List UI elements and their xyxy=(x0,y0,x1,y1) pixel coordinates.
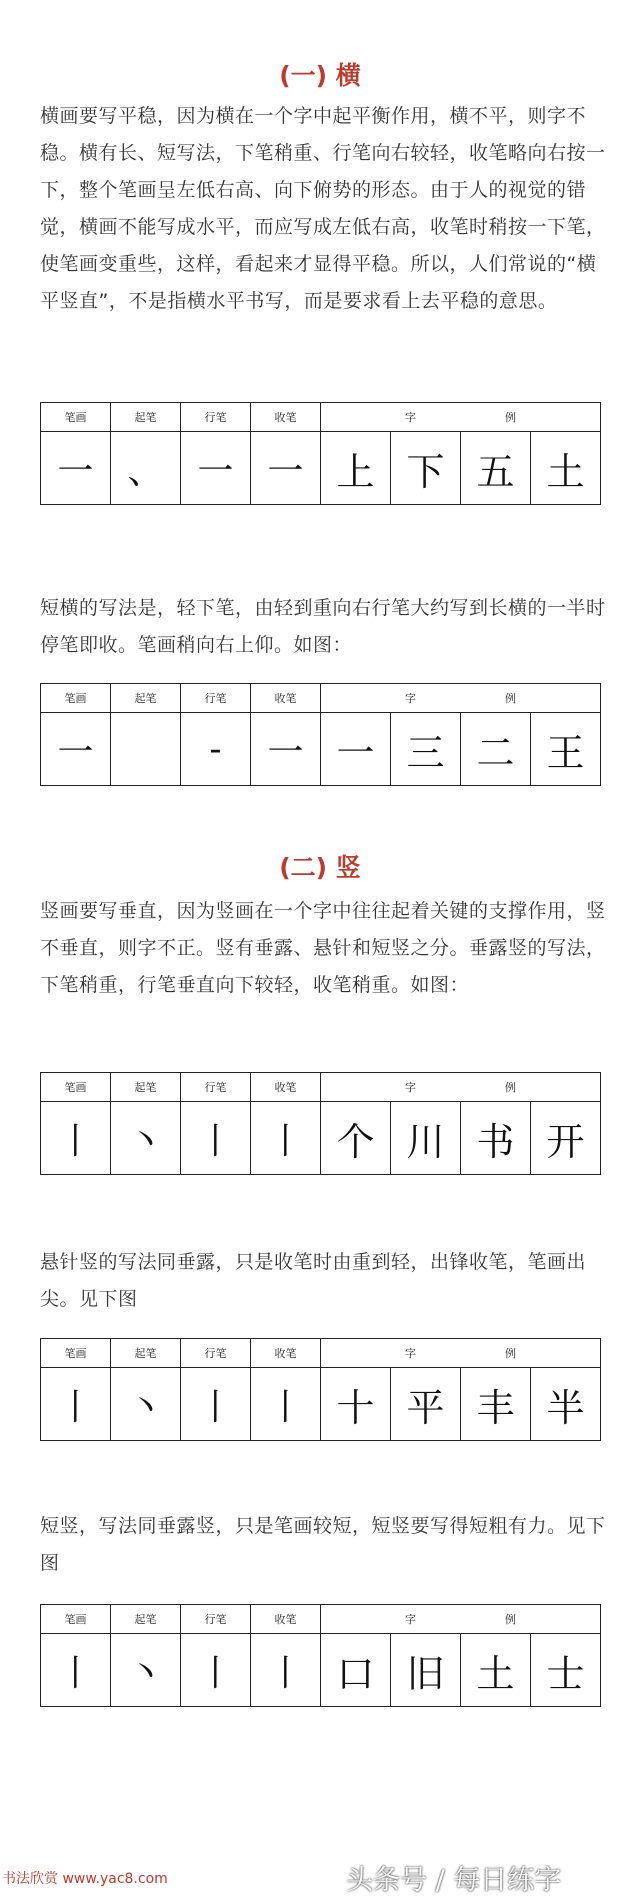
cell-finish: 丨 xyxy=(251,1102,321,1175)
cell-example: 口 xyxy=(321,1634,391,1707)
header-move: 行笔 xyxy=(181,1605,251,1634)
header-finish: 收笔 xyxy=(251,1339,321,1368)
header-example-char-1: 字 xyxy=(405,1613,416,1626)
cell-move: 丨 xyxy=(181,1102,251,1175)
table-header-row xyxy=(41,1605,601,1634)
paragraph-shu-intro: 竖画要写垂直，因为竖画在一个字中往往起着关键的支撑作用，竖不垂直，则字不正。竖有垂露、悬针和短竖之分。垂露竖的写法，下笔稍重，行笔垂直向下较轻，收笔稍重。如图： xyxy=(40,900,606,996)
table-row xyxy=(41,432,601,505)
header-stroke: 笔画 xyxy=(41,403,111,432)
cell-example: 土 xyxy=(531,432,601,505)
paragraph-heng-intro: 横画要写平稳，因为横在一个字中起平衡作用，横不平，则字不稳。横有长、短写法，下笔稍重、行笔向右较轻，收笔略向右按一下，整个笔画呈左低右高、向下俯势的形态。由于人的视觉的错觉，横画不能写成水平，而应写成左低右高，收笔时稍按一下笔，使笔画变重些，这样，看起来才显得平稳。所以，人们常说的“横平竖直”，不是指横水平书写，而是要求看上去平稳的意思。 xyxy=(40,105,606,312)
cell-move: - xyxy=(181,713,251,786)
header-example-char-1: 字 xyxy=(405,692,416,705)
cell-move: 一 xyxy=(181,432,251,505)
table-row xyxy=(41,713,601,786)
cell-stroke: 丨 xyxy=(41,1102,111,1175)
header-move: 行笔 xyxy=(181,684,251,713)
stroke-table-heng xyxy=(40,402,601,505)
stroke-table-short-heng xyxy=(40,683,601,786)
section-title-shu: (二) 竖 xyxy=(279,853,361,882)
header-stroke: 笔画 xyxy=(41,684,111,713)
header-move: 行笔 xyxy=(181,1073,251,1102)
cell-example: 开 xyxy=(531,1102,601,1175)
header-stroke: 笔画 xyxy=(41,1339,111,1368)
cell-example: 十 xyxy=(321,1368,391,1441)
cell-stroke: 一 xyxy=(41,713,111,786)
cell-example: 川 xyxy=(391,1102,461,1175)
header-example-char-2: 例 xyxy=(505,1347,516,1360)
cell-start: 、 xyxy=(111,432,181,505)
header-example-char-2: 例 xyxy=(505,1613,516,1626)
stroke-table-xuanzhen xyxy=(40,1338,601,1441)
cell-finish: 丨 xyxy=(251,1368,321,1441)
watermark-site: 书法欣赏 www.yac8.com xyxy=(2,1871,168,1887)
cell-example: 平 xyxy=(391,1368,461,1441)
header-example-char-2: 例 xyxy=(505,411,516,424)
header-stroke: 笔画 xyxy=(41,1073,111,1102)
cell-example: 旧 xyxy=(391,1634,461,1707)
header-finish: 收笔 xyxy=(251,684,321,713)
cell-example: 丰 xyxy=(461,1368,531,1441)
watermark-account: 头条号 / 每日练字 xyxy=(346,1865,562,1896)
stroke-table-chuilu xyxy=(40,1072,601,1175)
header-examples xyxy=(321,403,601,432)
section-title-heng: (一) 横 xyxy=(279,61,361,90)
cell-example: 王 xyxy=(531,713,601,786)
cell-example: 二 xyxy=(461,713,531,786)
cell-start: 丶 xyxy=(111,1368,181,1441)
header-example-char-2: 例 xyxy=(505,692,516,705)
cell-start: 丶 xyxy=(111,1102,181,1175)
cell-start: 丶 xyxy=(111,1634,181,1707)
cell-move: 丨 xyxy=(181,1368,251,1441)
header-examples xyxy=(321,1605,601,1634)
header-start: 起笔 xyxy=(111,1073,181,1102)
header-example-char-1: 字 xyxy=(405,1347,416,1360)
cell-example: 上 xyxy=(321,432,391,505)
header-example-char-2: 例 xyxy=(505,1081,516,1094)
table-header-row xyxy=(41,1073,601,1102)
stroke-table-duanshu xyxy=(40,1604,601,1707)
cell-example: 五 xyxy=(461,432,531,505)
cell-move: 丨 xyxy=(181,1634,251,1707)
cell-example: 士 xyxy=(531,1634,601,1707)
header-finish: 收笔 xyxy=(251,1073,321,1102)
header-example-char-1: 字 xyxy=(405,411,416,424)
cell-example: 一 xyxy=(321,713,391,786)
table-header-row xyxy=(41,684,601,713)
header-examples xyxy=(321,1339,601,1368)
paragraph-short-heng: 短横的写法是，轻下笔，由轻到重向右行笔大约写到长横的一半时停笔即收。笔画稍向右上仰。如图： xyxy=(40,597,606,656)
table-row xyxy=(41,1368,601,1441)
cell-start xyxy=(111,713,181,786)
cell-example: 书 xyxy=(461,1102,531,1175)
table-row xyxy=(41,1102,601,1175)
table-header-row xyxy=(41,1339,601,1368)
table-header-row xyxy=(41,403,601,432)
cell-finish: 一 xyxy=(251,432,321,505)
header-stroke: 笔画 xyxy=(41,1605,111,1634)
table-row xyxy=(41,1634,601,1707)
header-finish: 收笔 xyxy=(251,1605,321,1634)
header-examples xyxy=(321,1073,601,1102)
cell-stroke: 丨 xyxy=(41,1634,111,1707)
header-example-char-1: 字 xyxy=(405,1081,416,1094)
cell-example: 半 xyxy=(531,1368,601,1441)
paragraph-duanshu: 短竖，写法同垂露竖，只是笔画较短，短竖要写得短粗有力。见下图 xyxy=(40,1515,606,1574)
cell-example: 土 xyxy=(461,1634,531,1707)
cell-finish: 一 xyxy=(251,713,321,786)
cell-example: 三 xyxy=(391,713,461,786)
header-start: 起笔 xyxy=(111,1339,181,1368)
cell-example: 下 xyxy=(391,432,461,505)
header-finish: 收笔 xyxy=(251,403,321,432)
paragraph-xuanzhen: 悬针竖的写法同垂露，只是收笔时由重到轻，出锋收笔，笔画出尖。见下图 xyxy=(40,1251,587,1310)
header-move: 行笔 xyxy=(181,1339,251,1368)
header-examples xyxy=(321,684,601,713)
header-start: 起笔 xyxy=(111,1605,181,1634)
cell-stroke: 丨 xyxy=(41,1368,111,1441)
cell-stroke: 一 xyxy=(41,432,111,505)
cell-finish: 丨 xyxy=(251,1634,321,1707)
cell-example: 个 xyxy=(321,1102,391,1175)
header-start: 起笔 xyxy=(111,403,181,432)
header-start: 起笔 xyxy=(111,684,181,713)
header-move: 行笔 xyxy=(181,403,251,432)
